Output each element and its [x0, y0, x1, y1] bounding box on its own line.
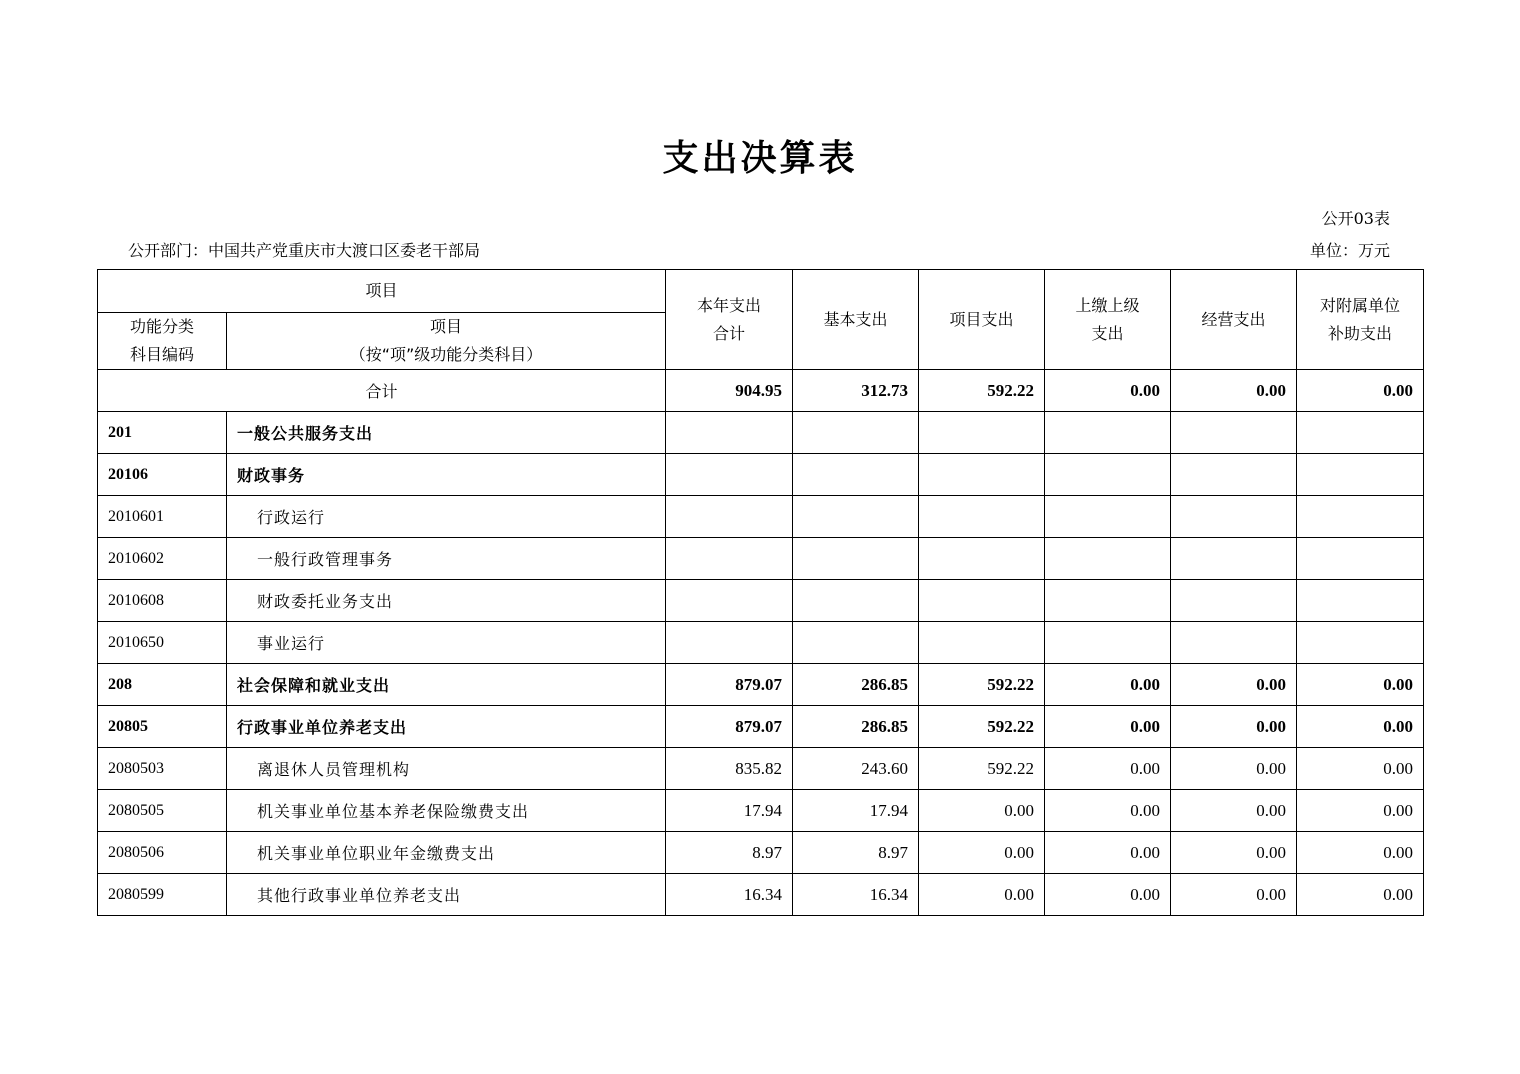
upper-cell: 0.00 — [1045, 370, 1171, 412]
name-cell: 行政运行 — [227, 496, 666, 538]
header-upper: 上缴上级 支出 — [1045, 270, 1171, 370]
table-row — [98, 706, 1424, 748]
upper-cell — [1045, 454, 1171, 496]
total-cell — [666, 496, 793, 538]
table-row — [98, 622, 1424, 664]
basic-cell — [793, 412, 919, 454]
name-cell: 一般公共服务支出 — [227, 412, 666, 454]
upper-cell: 0.00 — [1045, 748, 1171, 790]
name-cell: 行政事业单位养老支出 — [227, 706, 666, 748]
total-cell — [666, 580, 793, 622]
name-cell: 一般行政管理事务 — [227, 538, 666, 580]
upper-cell: 0.00 — [1045, 874, 1171, 916]
total-cell — [666, 454, 793, 496]
upper-cell — [1045, 622, 1171, 664]
table-row — [98, 832, 1424, 874]
total-cell: 904.95 — [666, 370, 793, 412]
upper-cell — [1045, 496, 1171, 538]
business-cell — [1171, 538, 1297, 580]
name-cell: 财政委托业务支出 — [227, 580, 666, 622]
basic-cell — [793, 580, 919, 622]
total-row — [98, 370, 1424, 412]
upper-cell: 0.00 — [1045, 832, 1171, 874]
subsidy-cell — [1297, 412, 1424, 454]
project-cell: 0.00 — [919, 832, 1045, 874]
business-cell — [1171, 412, 1297, 454]
subsidy-cell — [1297, 454, 1424, 496]
basic-cell: 8.97 — [793, 832, 919, 874]
subsidy-cell — [1297, 538, 1424, 580]
business-cell — [1171, 454, 1297, 496]
business-cell: 0.00 — [1171, 874, 1297, 916]
business-cell — [1171, 622, 1297, 664]
total-cell: 17.94 — [666, 790, 793, 832]
business-cell: 0.00 — [1171, 706, 1297, 748]
subsidy-cell — [1297, 496, 1424, 538]
project-cell — [919, 412, 1045, 454]
table-row — [98, 874, 1424, 916]
table-row — [98, 748, 1424, 790]
code-cell: 208 — [98, 664, 227, 706]
business-cell — [1171, 580, 1297, 622]
upper-cell: 0.00 — [1045, 664, 1171, 706]
form-number: 公开03表 — [1321, 209, 1390, 228]
subsidy-cell: 0.00 — [1297, 874, 1424, 916]
project-cell — [919, 454, 1045, 496]
upper-cell: 0.00 — [1045, 790, 1171, 832]
header-basic: 基本支出 — [793, 270, 919, 370]
project-cell: 592.22 — [919, 664, 1045, 706]
business-cell: 0.00 — [1171, 370, 1297, 412]
table-row — [98, 580, 1424, 622]
project-cell — [919, 622, 1045, 664]
subsidy-cell: 0.00 — [1297, 748, 1424, 790]
table-row — [98, 790, 1424, 832]
project-cell: 592.22 — [919, 748, 1045, 790]
header-business: 经营支出 — [1171, 270, 1297, 370]
total-cell — [666, 412, 793, 454]
basic-cell: 286.85 — [793, 664, 919, 706]
project-cell: 0.00 — [919, 790, 1045, 832]
project-cell — [919, 538, 1045, 580]
basic-cell — [793, 496, 919, 538]
name-cell: 离退休人员管理机构 — [227, 748, 666, 790]
business-cell: 0.00 — [1171, 790, 1297, 832]
upper-cell — [1045, 412, 1171, 454]
basic-cell: 286.85 — [793, 706, 919, 748]
subsidy-cell: 0.00 — [1297, 832, 1424, 874]
business-cell: 0.00 — [1171, 832, 1297, 874]
expenditure-table — [97, 269, 1424, 916]
code-cell: 20106 — [98, 454, 227, 496]
total-cell: 16.34 — [666, 874, 793, 916]
total-cell: 879.07 — [666, 664, 793, 706]
total-cell — [666, 622, 793, 664]
upper-cell — [1045, 580, 1171, 622]
code-cell: 2080505 — [98, 790, 227, 832]
code-cell: 20805 — [98, 706, 227, 748]
code-cell: 2080599 — [98, 874, 227, 916]
header-name: 项目 （按“项”级功能分类科目） — [227, 313, 666, 370]
header-total: 本年支出 合计 — [666, 270, 793, 370]
total-label: 合计 — [98, 370, 666, 412]
header-code: 功能分类 科目编码 — [98, 313, 227, 370]
name-cell: 财政事务 — [227, 454, 666, 496]
business-cell: 0.00 — [1171, 748, 1297, 790]
subsidy-cell — [1297, 580, 1424, 622]
upper-cell: 0.00 — [1045, 706, 1171, 748]
project-cell: 0.00 — [919, 874, 1045, 916]
total-cell: 835.82 — [666, 748, 793, 790]
basic-cell: 312.73 — [793, 370, 919, 412]
project-cell: 592.22 — [919, 370, 1045, 412]
name-cell: 其他行政事业单位养老支出 — [227, 874, 666, 916]
business-cell: 0.00 — [1171, 664, 1297, 706]
project-cell — [919, 580, 1045, 622]
project-cell: 592.22 — [919, 706, 1045, 748]
name-cell: 机关事业单位基本养老保险缴费支出 — [227, 790, 666, 832]
code-cell: 2080506 — [98, 832, 227, 874]
code-cell: 201 — [98, 412, 227, 454]
basic-cell — [793, 454, 919, 496]
code-cell: 2010650 — [98, 622, 227, 664]
table-row — [98, 664, 1424, 706]
upper-cell — [1045, 538, 1171, 580]
project-cell — [919, 496, 1045, 538]
business-cell — [1171, 496, 1297, 538]
basic-cell — [793, 622, 919, 664]
page-title: 支出决算表 — [662, 138, 858, 179]
table-row — [98, 412, 1424, 454]
subsidy-cell: 0.00 — [1297, 706, 1424, 748]
code-cell: 2080503 — [98, 748, 227, 790]
total-cell: 8.97 — [666, 832, 793, 874]
table-row — [98, 496, 1424, 538]
basic-cell: 17.94 — [793, 790, 919, 832]
table-row — [98, 454, 1424, 496]
subsidy-cell — [1297, 622, 1424, 664]
unit-label: 单位：万元 — [1309, 241, 1390, 260]
total-cell: 879.07 — [666, 706, 793, 748]
subsidy-cell: 0.00 — [1297, 370, 1424, 412]
basic-cell: 243.60 — [793, 748, 919, 790]
basic-cell: 16.34 — [793, 874, 919, 916]
header-subsidy: 对附属单位 补助支出 — [1297, 270, 1424, 370]
name-cell: 机关事业单位职业年金缴费支出 — [227, 832, 666, 874]
subsidy-cell: 0.00 — [1297, 664, 1424, 706]
subsidy-cell: 0.00 — [1297, 790, 1424, 832]
department-label: 公开部门：中国共产党重庆市大渡口区委老干部局 — [128, 241, 481, 260]
code-cell: 2010608 — [98, 580, 227, 622]
header-item-group: 项目 — [98, 270, 666, 313]
code-cell: 2010602 — [98, 538, 227, 580]
table-row — [98, 538, 1424, 580]
header-project: 项目支出 — [919, 270, 1045, 370]
total-cell — [666, 538, 793, 580]
name-cell: 事业运行 — [227, 622, 666, 664]
code-cell: 2010601 — [98, 496, 227, 538]
basic-cell — [793, 538, 919, 580]
name-cell: 社会保障和就业支出 — [227, 664, 666, 706]
